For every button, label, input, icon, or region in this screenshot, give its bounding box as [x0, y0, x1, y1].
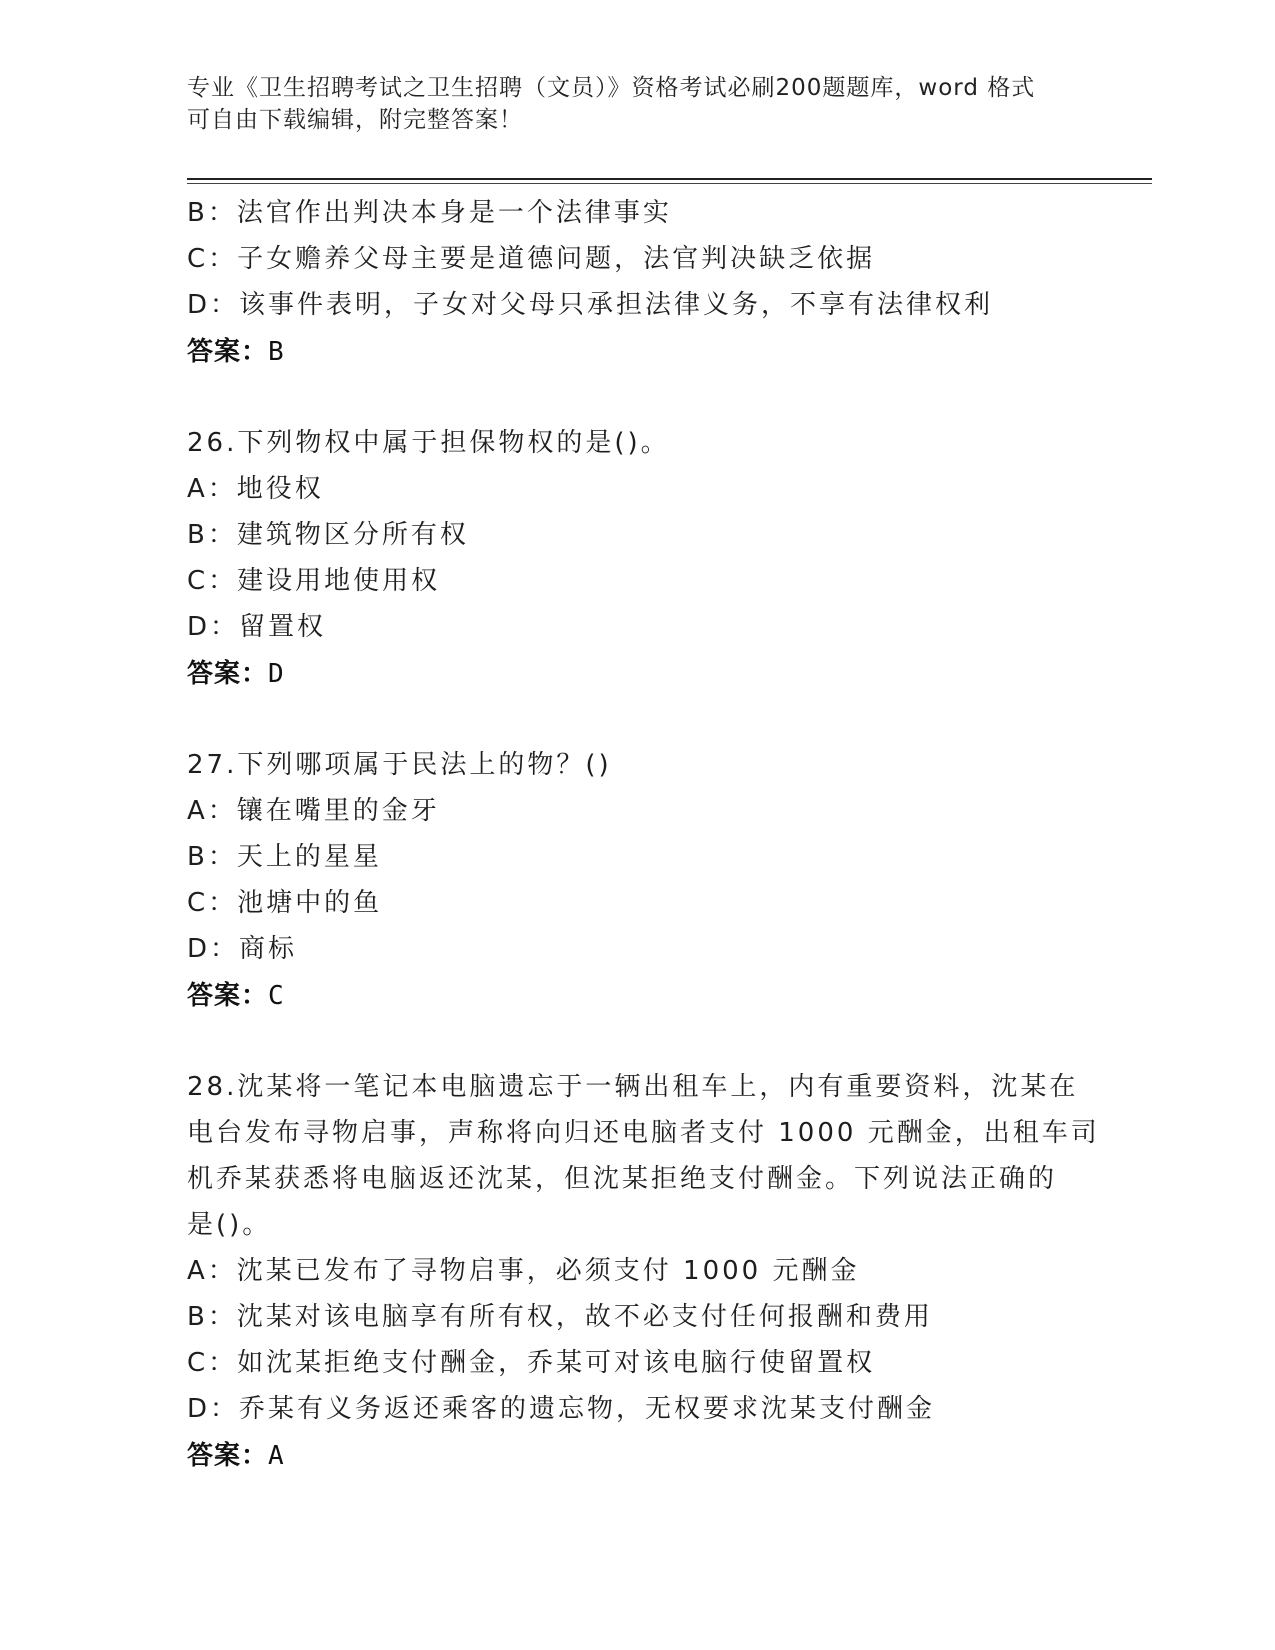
- option-d: D：留置权: [187, 612, 327, 642]
- header-line-1: 专业《卫生招聘考试之卫生招聘（文员）》资格考试必刷200题题库，word 格式: [187, 75, 1036, 101]
- question-28: [187, 1064, 1100, 1479]
- answer-line: [187, 650, 1087, 697]
- question-stem: [187, 1064, 1100, 1248]
- question-stem-line: 是()。: [187, 1210, 272, 1240]
- question-stem-line: 26.下列物权中属于担保物权的是()。: [187, 428, 670, 458]
- option-c: C：建设用地使用权: [187, 566, 441, 596]
- option-d: D：乔某有义务返还乘客的遗忘物，无权要求沈某支付酬金: [187, 1394, 936, 1424]
- option-a: A：镶在嘴里的金牙: [187, 796, 440, 826]
- option-b: B：法官作出判决本身是一个法律事实: [187, 198, 672, 228]
- answer-line: [187, 328, 1087, 375]
- option-b: B：天上的星星: [187, 842, 382, 872]
- option-a: A：沈某已发布了寻物启事，必须支付 1000 元酬金: [187, 1256, 860, 1286]
- header-line-2: 可自由下载编辑，附完整答案！: [187, 107, 523, 133]
- answer-value: B: [268, 337, 285, 367]
- document-header: [187, 72, 1087, 136]
- answer-label: 答案：: [187, 1440, 269, 1470]
- question-27: [187, 742, 1087, 1019]
- question-fragment: [187, 190, 1087, 375]
- answer-value: A: [268, 1441, 285, 1471]
- option-a: A：地役权: [187, 474, 324, 504]
- answer-value: C: [268, 981, 285, 1011]
- spacer: [187, 1019, 1087, 1064]
- question-stem-line: 27.下列哪项属于民法上的物？(): [187, 750, 612, 780]
- question-stem-line: 机乔某获悉将电脑返还沈某，但沈某拒绝支付酬金。下列说法正确的: [187, 1164, 1058, 1194]
- spacer: [187, 697, 1087, 742]
- header-divider-thick: [187, 178, 1152, 180]
- answer-line: [187, 1432, 1087, 1479]
- answer-line: [187, 972, 1087, 1019]
- spacer: [187, 375, 1087, 420]
- answer-value: D: [268, 659, 285, 689]
- option-b: B：建筑物区分所有权: [187, 520, 469, 550]
- option-c: C：如沈某拒绝支付酬金，乔某可对该电脑行使留置权: [187, 1348, 876, 1378]
- option-c: C：子女赡养父母主要是道德问题，法官判决缺乏依据: [187, 244, 876, 274]
- question-stem-line: 28.沈某将一笔记本电脑遗忘于一辆出租车上，内有重要资料，沈某在: [187, 1072, 1079, 1102]
- answer-label: 答案：: [187, 980, 269, 1010]
- question-26: [187, 420, 1087, 697]
- document-body: [187, 190, 1100, 1479]
- option-d: D：该事件表明，子女对父母只承担法律义务，不享有法律权利: [187, 290, 994, 320]
- option-d: D：商标: [187, 934, 298, 964]
- question-stem-line: 电台发布寻物启事，声称将向归还电脑者支付 1000 元酬金，出租车司: [187, 1118, 1100, 1148]
- question-stem: [187, 742, 1067, 788]
- option-c: C：池塘中的鱼: [187, 888, 383, 918]
- option-b: B：沈某对该电脑享有所有权，故不必支付任何报酬和费用: [187, 1302, 933, 1332]
- header-divider-thin: [187, 183, 1152, 184]
- answer-label: 答案：: [187, 658, 269, 688]
- question-stem: [187, 420, 1067, 466]
- answer-label: 答案：: [187, 336, 269, 366]
